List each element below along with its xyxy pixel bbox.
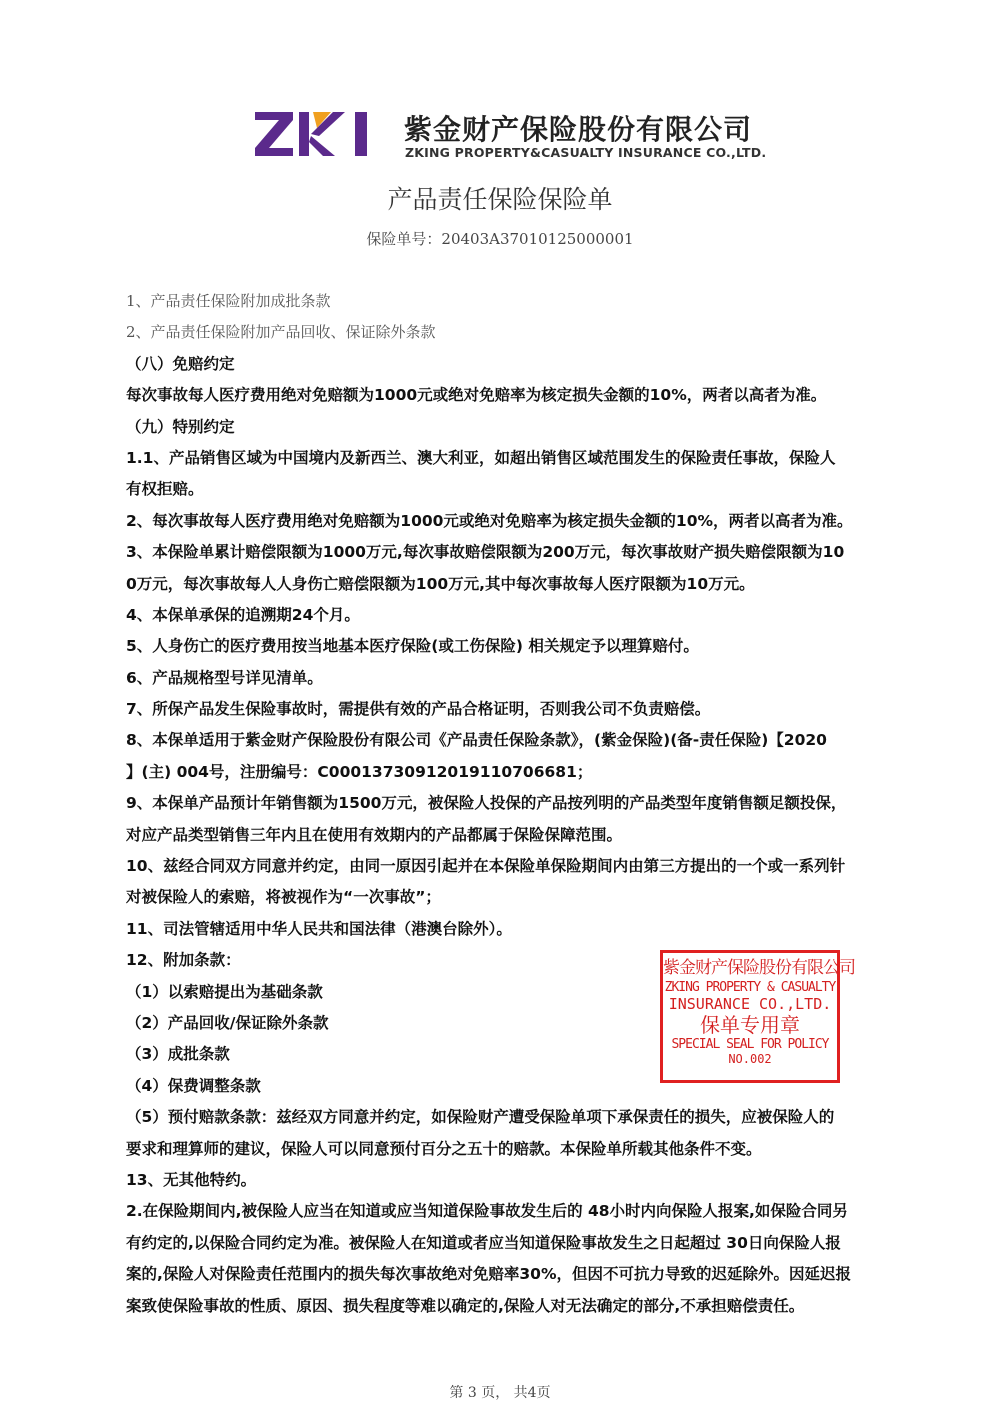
text-line: （3）成批条款 [126, 1045, 230, 1064]
zki-logo [255, 110, 377, 158]
text-line: 4、本保单承保的追溯期24个月。 [126, 605, 360, 624]
text-line: 每次事故每人医疗费用绝对免赔额为1000元或绝对免赔率为核定损失金额的10%，两者以高者为准。 [126, 386, 827, 405]
text-line: 1、产品责任保险附加成批条款 [126, 292, 331, 310]
page-number: 第 3 页， 共4页 [449, 1385, 551, 1401]
text-line: 对被保险人的索赔，将被视作为“一次事故”； [126, 888, 441, 907]
text-line: 2、每次事故每人医疗费用绝对免赔额为1000元或绝对免赔率为核定损失金额的10%，两者以高者为准。 [126, 511, 853, 530]
text-line: （4）保费调整条款 [126, 1076, 261, 1095]
text-line: 10、兹经合同双方同意并约定，由同一原因引起并在本保险单保险期间内由第三方提出的一个或一系列针 [126, 857, 846, 876]
stamp-line: 保单专用章 [700, 1013, 800, 1037]
text-line: 7、所保产品发生保险事故时，需提供有效的产品合格证明，否则我公司不负责赔偿。 [126, 700, 711, 719]
text-line: 2、产品责任保险附加产品回收、保证除外条款 [126, 323, 436, 342]
stamp-line: INSURANCE CO.,LTD. [668, 995, 832, 1013]
text-line: 8、本保单适用于紫金财产保险股份有限公司《产品责任保险条款》，(紫金保险)(备-责任保险)【2020 [126, 731, 827, 750]
text-line: （九）特别约定 [126, 417, 235, 436]
stamp-line: NO.002 [728, 1052, 772, 1066]
text-line: 6、产品规格型号详见清单。 [126, 668, 323, 687]
stamp-line: 紫金财产保险股份有限公司 [663, 958, 855, 978]
text-line: 案的,保险人对保险责任范围内的损失每次事故绝对免赔率30%，但因不可抗力导致的迟延除外。因延迟报 [126, 1265, 851, 1284]
text-line: 2.在保险期间内,被保险人应当在知道或应当知道保险事故发生后的 48小时内向保险人报案,如保险合同另 [126, 1202, 848, 1221]
text-line: 3、本保险单累计赔偿限额为1000万元,每次事故赔偿限额为200万元，每次事故财产损失赔偿限额为10 [126, 543, 845, 562]
policy-number: 保险单号：20403A37010125000001 [366, 230, 634, 248]
company-name-cn: 紫金财产保险股份有限公司 [404, 113, 753, 146]
text-line: （5）预付赔款条款：兹经双方同意并约定，如保险财产遭受保险单项下承保责任的损失，应被保险人的 [126, 1108, 835, 1127]
text-line: 11、司法管辖适用中华人民共和国法律（港澳台除外）。 [126, 919, 512, 938]
stamp-line: ZKING PROPERTY & CASUALTY [664, 980, 836, 995]
text-line: （八）免赔约定 [126, 354, 235, 373]
text-line: 有权拒赔。 [126, 480, 204, 499]
policy-terms [126, 286, 916, 1322]
text-line: 1.1、产品销售区域为中国境内及新西兰、澳大利亚，如超出销售区域范围发生的保险责任事故，保险人 [126, 448, 836, 467]
text-line: 9、本保单产品预计年销售额为1500万元，被保险人投保的产品按列明的产品类型年度销售额足额投保， [126, 794, 847, 813]
stamp-line: SPECIAL SEAL FOR POLICY [671, 1037, 829, 1052]
text-line: 13、无其他特约。 [126, 1170, 257, 1189]
text-line: 5、人身伤亡的医疗费用按当地基本医疗保险(或工伤保险) 相关规定予以理算赔付。 [126, 637, 699, 656]
text-line: 要求和理算师的建议，保险人可以同意预付百分之五十的赔款。本保险单所载其他条件不变。 [126, 1139, 762, 1158]
policy-seal-stamp [660, 950, 855, 1083]
text-line: （1）以索赔提出为基础条款 [126, 982, 323, 1001]
text-line: 12、附加条款： [126, 951, 241, 970]
text-line: 有约定的,以保险合同约定为准。被保险人在知道或者应当知道保险事故发生之日起超过 30日向保险人报 [126, 1233, 841, 1252]
text-line: （2）产品回收/保证除外条款 [126, 1013, 329, 1032]
document-title: 产品责任保险保险单 [387, 185, 613, 214]
company-name-en: ZKING PROPERTY&CASUALTY INSURANCE CO.,LTD. [405, 145, 767, 160]
text-line: 案致使保险事故的性质、原因、损失程度等难以确定的,保险人对无法确定的部分,不承担赔偿责任。 [126, 1296, 805, 1315]
text-line: 】(主) 004号，注册编号：C00013730912019110706681； [126, 762, 593, 781]
text-line: 0万元，每次事故每人人身伤亡赔偿限额为100万元,其中每次事故每人医疗限额为10万元。 [126, 574, 755, 593]
text-line: 对应产品类型销售三年内且在使用有效期内的产品都属于保险保障范围。 [126, 825, 623, 844]
